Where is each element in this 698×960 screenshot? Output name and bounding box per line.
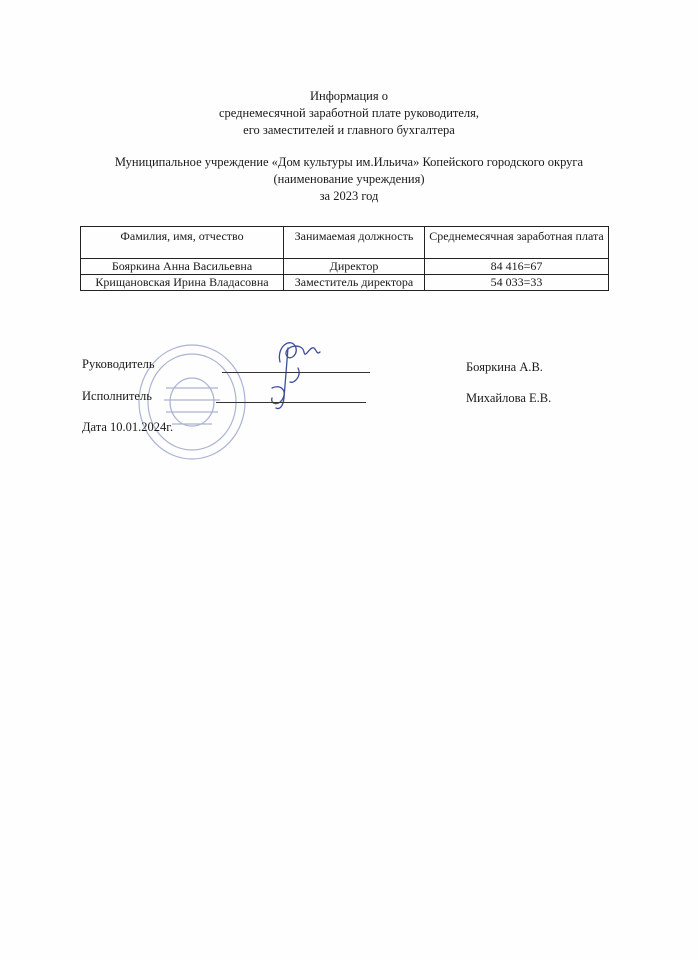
title-line-3: его заместителей и главного бухгалтера	[243, 123, 455, 137]
col-header-position: Занимаемая должность	[284, 227, 425, 259]
cell-position: Директор	[284, 259, 425, 275]
executor-signature-line	[216, 402, 366, 403]
col-header-salary: Среднемесячная заработная плата	[425, 227, 609, 259]
table-row	[81, 275, 609, 291]
report-period: за 2023 год	[319, 189, 379, 203]
cell-name: Крищановская Ирина Владасовна	[81, 275, 284, 291]
executor-label: Исполнитель	[82, 389, 152, 403]
col-header-name: Фамилия, имя, отчество	[81, 227, 284, 259]
head-signature-line	[222, 372, 370, 373]
document-header	[0, 88, 698, 205]
head-label: Руководитель	[82, 357, 155, 371]
cell-salary: 54 033=33	[425, 275, 609, 291]
document-date: Дата 10.01.2024г.	[82, 420, 174, 434]
cell-salary: 84 416=67	[425, 259, 609, 275]
title-line-1: Информация о	[309, 89, 388, 103]
handwritten-signature-icon	[258, 328, 330, 418]
title-line-2: среднемесячной заработной плате руководителя,	[218, 106, 480, 120]
institution-caption: (наименование учреждения)	[273, 172, 425, 186]
cell-position: Заместитель директора	[284, 275, 425, 291]
table-header-row	[81, 227, 609, 259]
head-name: Бояркина А.В.	[466, 360, 543, 374]
executor-name: Михайлова Е.В.	[466, 391, 552, 405]
institution-name: Муниципальное учреждение «Дом культуры им.Ильича» Копейского городского округа	[114, 155, 584, 169]
salary-table	[80, 226, 609, 291]
cell-name: Бояркина Анна Васильевна	[81, 259, 284, 275]
table-row	[81, 259, 609, 275]
